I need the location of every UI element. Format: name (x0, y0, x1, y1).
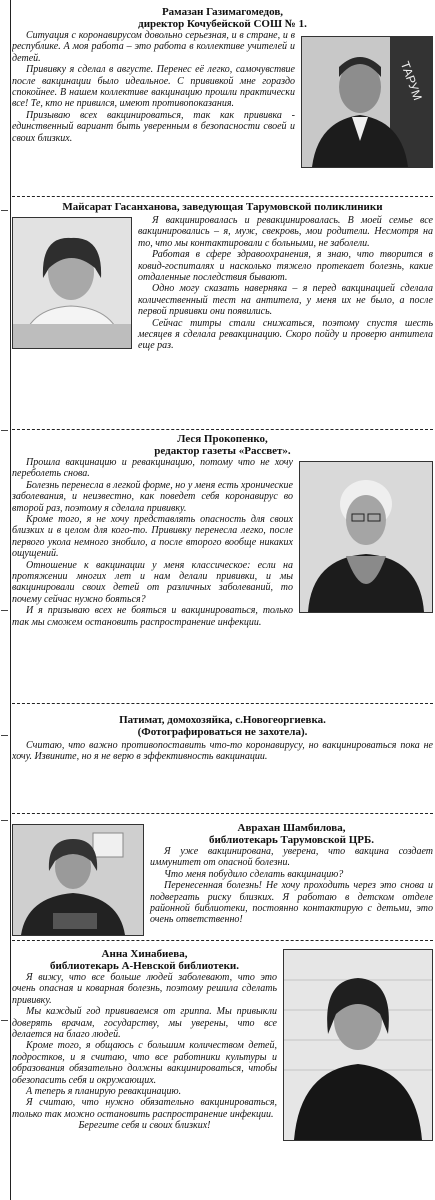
closing-line: Берегите себя и своих близких! (78, 1120, 211, 1132)
paragraph: Отношение к вакцинации у меня классическое: если на протяжении многих лет и нам делали прививки, и мы вакцинировали своих детей от различных заболеваний, то почему сейчас нужно бояться? (12, 559, 293, 605)
person-note: (Фотографироваться не захотела). (137, 726, 308, 738)
person-name: Аврахан Шамбилова, (237, 822, 346, 834)
person-role: библиотекарь А-Невской библиотеки. (50, 960, 239, 972)
left-margin-strip (0, 0, 11, 1200)
portrait-photo (299, 461, 433, 613)
interview-khinabieva (12, 945, 433, 1198)
person-role: директор Кочубейской СОШ № 1. (138, 18, 307, 30)
paragraph: Призываю всех вакцинироваться, так как прививка - единственный вариант быть уверенным в безопасности своей и своих близких. (12, 109, 295, 144)
paragraph: Сейчас титры стали снижаться, поэтому спустя шесть месяцев я сделала ревакцинацию. Скоро пойду и проверю антитела еще раз. (138, 317, 433, 352)
woman-portrait-icon (300, 462, 432, 612)
paragraph: Я вижу, что все больше людей заболевают, что это очень опасная и коварная болезнь, поэтому решила сделать прививку. (12, 972, 277, 1006)
person-role: редактор газеты «Рассвет». (154, 445, 291, 457)
paragraph: Я уже вакцинирована, уверена, что вакцина создает иммунитет от опасной болезни. (150, 846, 433, 869)
portrait-photo (12, 824, 144, 936)
banner-text: ТАРУМ (397, 59, 425, 103)
person-name: Патимат, домохозяйка, с.Новогеоргиевка. (119, 714, 326, 726)
paragraph: Перенесенная болезнь! Не хочу проходить через это снова и подвергать риску близких. Я работаю в детском отделе районной библиотеки, постоянно контактирую с детьми, это очень ответственно! (150, 880, 433, 926)
paragraph: Мы каждый год прививаемся от гриппа. Мы привыкли доверять врачам, государству, мы уверены, что все делается на благо людей. (12, 1006, 277, 1041)
person-role: библиотекарь Тарумовской ЦРБ. (208, 834, 375, 846)
interview-shambilova (12, 818, 433, 941)
person-name-role: Майсарат Гасанханова, заведующая Тарумовской поликлиники (62, 201, 383, 213)
paragraph: Кроме того, я общаюсь с большим количеством детей, подростков, и я считаю, что все работники культуры и образования обязательно должны вакцинироваться, чтобы обезопасить себя и окружающих. (12, 1040, 277, 1086)
portrait-photo (283, 949, 433, 1141)
paragraph: Считаю, что важно противопоставить что-то коронавирусу, но вакцинироваться пока не хочу. Извините, но я не верю в эффективность вакцинации. (12, 740, 433, 763)
interview-gazimagomedov (12, 6, 433, 197)
woman-portrait-icon (13, 218, 131, 348)
paragraph: Ситуация с коронавирусом довольно серьезная, и в стране, и в республике. А моя работа – это работа в коллективе учителей и детей. (12, 30, 295, 64)
portrait-photo (301, 36, 433, 168)
paragraph: Одно могу сказать наверняка – я перед вакцинацией сделала количественный тест на антитела, у меня их не было, а после первой прививки они появились. (138, 283, 433, 318)
paragraph: А теперь я планирую ревакцинацию. (26, 1086, 182, 1098)
man-portrait-icon (302, 37, 432, 167)
interview-prokopenko (12, 433, 433, 704)
person-name: Рамазан Газимагомедов, (161, 6, 284, 18)
portrait-photo (12, 217, 132, 349)
person-name: Леся Прокопенко, (177, 433, 268, 445)
person-name: Анна Хинабиева, (101, 948, 188, 960)
paragraph: Что меня побудило сделать вакцинацию? (164, 868, 344, 880)
paragraph: Кроме того, я не хочу представлять опасность для своих близких и в целом для кого-то. Прививку перенесла легко, после первого укола немного знобило, а после второго вообще никаких ощущений. (12, 514, 293, 560)
paragraph: Прививку я сделал в августе. Перенес её легко, самочувствие после вакцинации было идеальное. С прививкой мне гораздо спокойнее. В нашем коллективе вакцинацию прошли практически все! Те, кто не привился, имеют противопоказания. (12, 64, 295, 110)
paragraph: Работая в сфере здравоохранения, я знаю, что творится в ковид-госпиталях и насколько тяжело протекает болезнь, какие отдаленные последствия бывают. (138, 249, 433, 284)
woman-portrait-icon (284, 950, 432, 1140)
interview-text (12, 740, 433, 763)
paragraph: И я призываю всех не бояться и вакцинироваться, только так мы сможем остановить распространение инфекции. (12, 605, 293, 628)
paragraph: Я вакцинировалась и ревакцинировалась. В моей семье все вакцинировались – я, муж, свекровь, мои родители. Несмотря на то, что мы контактировали с больными, не заболели. (138, 215, 433, 249)
interview-gasankhanova (12, 201, 433, 430)
paragraph: Я считаю, что нужно обязательно вакцинироваться, только так можно остановить распространение инфекции. (12, 1097, 277, 1120)
woman-portrait-icon (13, 825, 143, 935)
interview-patimat (12, 708, 433, 814)
paragraph: Болезнь перенесла в легкой форме, но у меня есть хронические заболевания, и неизвестно, как поведет себя коронавирус во второй раз, поэтому я сделала прививку. (12, 479, 293, 514)
paragraph: Прошла вакцинацию и ревакцинацию, потому что не хочу переболеть снова. (12, 457, 293, 480)
